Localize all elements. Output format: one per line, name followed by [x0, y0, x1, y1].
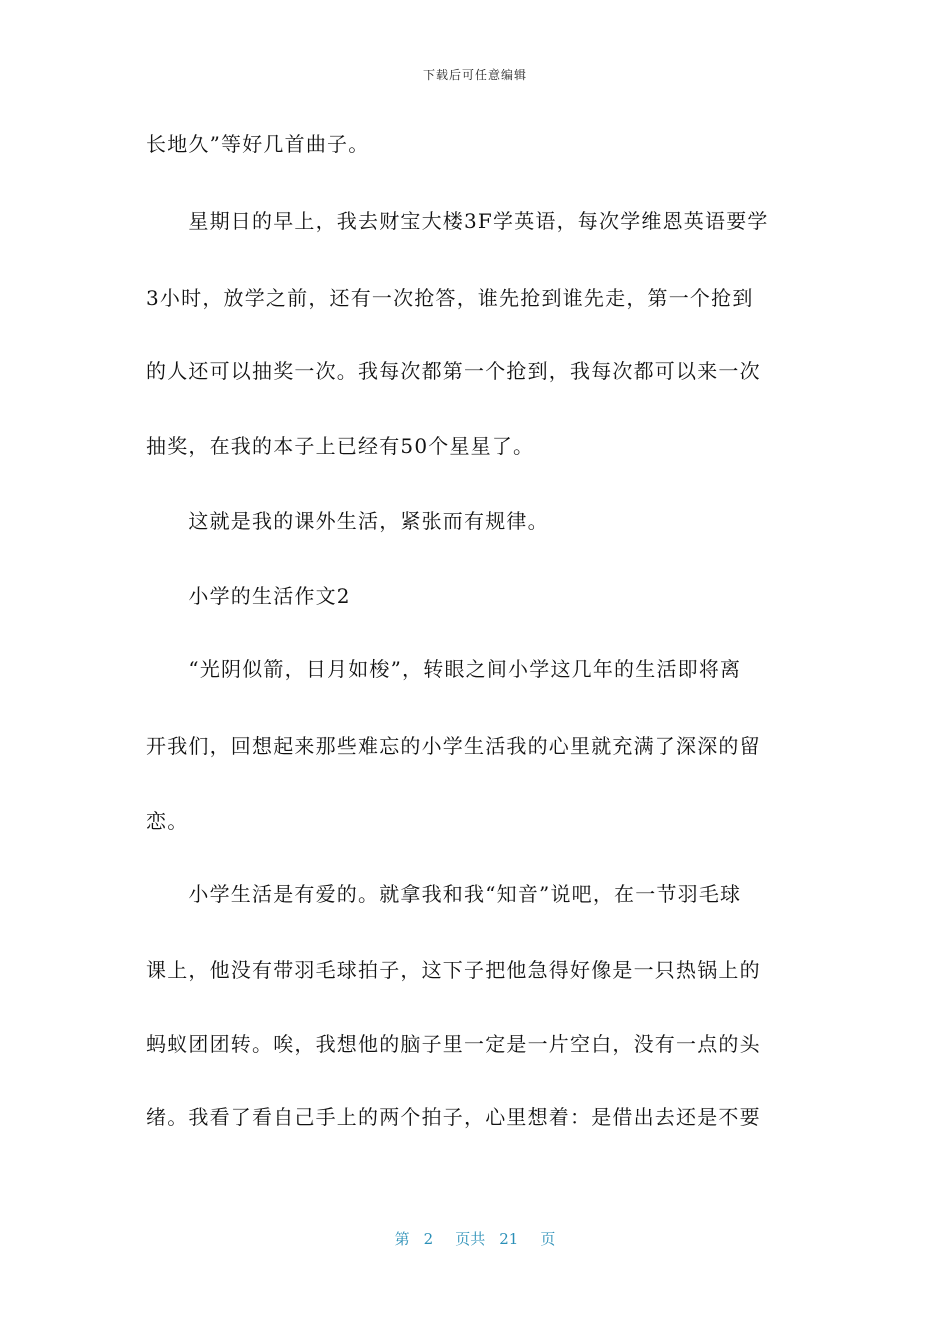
body-line: 课上，他没有带羽毛球拍子，这下子把他急得好像是一只热锅上的 — [146, 958, 761, 982]
body-line: 星期日的早上，我去财宝大楼3F学英语，每次学维恩英语要学 — [146, 209, 769, 233]
footer-suffix: 页 — [540, 1230, 556, 1248]
footer-middle: 页共 — [455, 1230, 486, 1248]
body-line: 绪。我看了看自己手上的两个拍子，心里想着：是借出去还是不要 — [146, 1105, 761, 1129]
body-line: 开我们，回想起来那些难忘的小学生活我的心里就充满了深深的留 — [146, 734, 761, 758]
footer-total-pages: 21 — [499, 1230, 519, 1248]
body-line: 3小时，放学之前，还有一次抢答，谁先抢到谁先走，第一个抢到 — [146, 286, 754, 310]
page-header: 下载后可任意编辑 — [422, 68, 527, 82]
body-line: 抽奖，在我的本子上已经有50个星星了。 — [146, 434, 535, 458]
body-line: 这就是我的课外生活，紧张而有规律。 — [146, 509, 549, 533]
body-line: 恋。 — [146, 809, 189, 833]
body-line: 长地久”等好几首曲子。 — [146, 132, 370, 156]
body-line: 的人还可以抽奖一次。我每次都第一个抢到，我每次都可以来一次 — [146, 359, 761, 383]
footer-page-number: 2 — [423, 1230, 434, 1248]
page-footer — [0, 1228, 950, 1249]
body-line: 小学生活是有爱的。就拿我和我“知音”说吧，在一节羽毛球 — [146, 882, 742, 906]
body-line: “光阴似箭，日月如梭”，转眼之间小学这几年的生活即将离 — [146, 657, 742, 681]
section-heading: 小学的生活作文2 — [146, 584, 351, 608]
footer-prefix: 第 — [394, 1230, 410, 1248]
body-line: 蚂蚁团团转。唉，我想他的脑子里一定是一片空白，没有一点的头 — [146, 1032, 761, 1056]
